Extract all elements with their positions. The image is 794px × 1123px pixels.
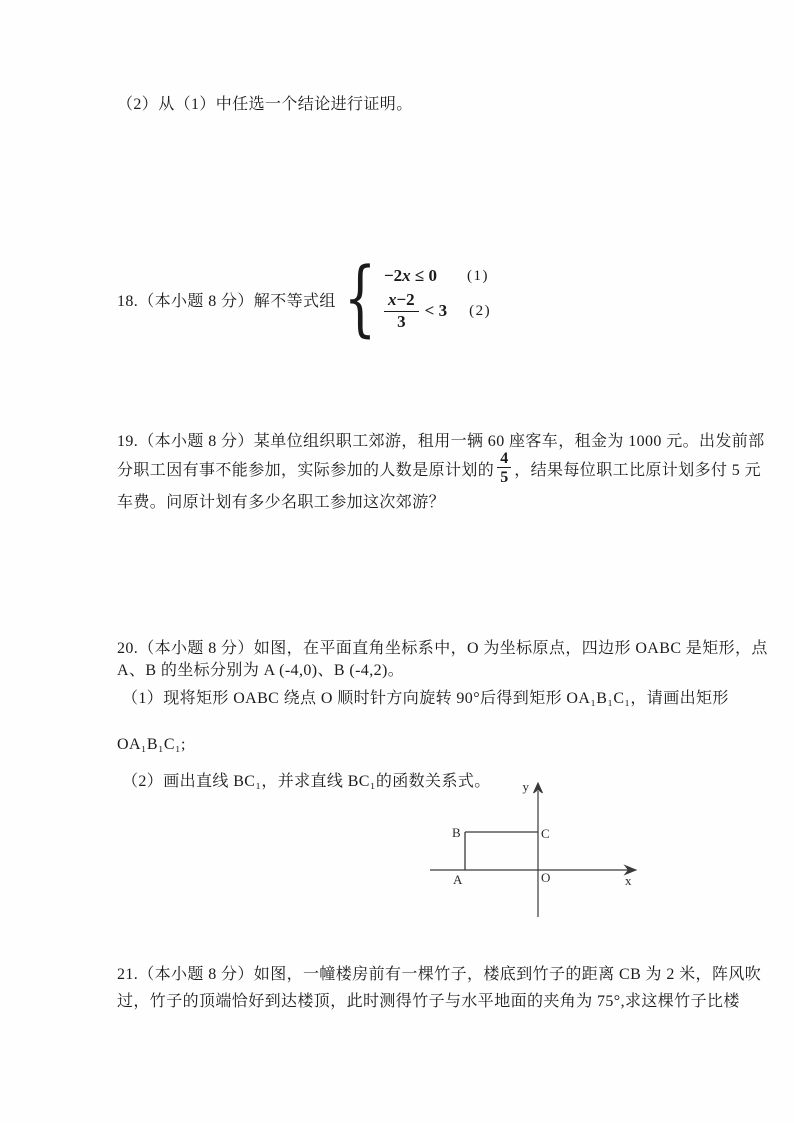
point-b-label: B — [452, 825, 461, 840]
q19-frac-numerator: 4 — [497, 450, 511, 468]
part2-prove-line: （2）从（1）中任选一个结论进行证明。 — [117, 96, 413, 113]
point-c-label: C — [541, 826, 550, 841]
fraction-numerator — [384, 291, 419, 311]
inequality-1-row — [384, 266, 491, 286]
inequality-2-relation: < 3 — [424, 301, 448, 321]
q19-line2-pre: 分职工因有事不能参加，实际参加的人数是原计划的 — [117, 461, 495, 479]
x-axis-label: x — [625, 873, 632, 888]
question-18 — [117, 251, 492, 346]
q20-line1: 20.（本小题 8 分）如图，在平面直角坐标系中，O 为坐标原点，四边形 OABC 是矩形，点 — [117, 640, 768, 657]
inequality-2-fraction — [384, 291, 419, 331]
fraction-denominator: 3 — [397, 311, 406, 331]
q20-item1: （1）现将矩形 OABC 绕点 O 顺时针方向旋转 90°后得到矩形 OA₁B₁C₁，请画出矩形 — [122, 690, 729, 707]
q18-prefix-text: 18.（本小题 8 分）解不等式组 — [117, 292, 336, 310]
q20-line2: A、B 的坐标分别为 A (-4,0)、B (-4,2)。 — [117, 662, 405, 679]
q19-line1: 19.（本小题 8 分）某单位组织职工郊游，租用一辆 60 座客车，租金为 1000 元。出发前部 — [117, 433, 765, 450]
y-axis-label: y — [522, 779, 529, 794]
ineq1-coef: −2 — [383, 266, 403, 286]
origin-label: O — [541, 870, 551, 885]
q19-frac-denominator: 5 — [500, 468, 509, 486]
frac-num-var: x — [387, 290, 397, 310]
equation-label-2: (2) — [469, 302, 492, 319]
q19-line2 — [117, 448, 761, 488]
q21-line1: 21.（本小题 8 分）如图，一幢楼房前有一棵竹子，楼底到竹子的距离 CB 为 2 米，阵风吹 — [117, 966, 762, 983]
q19-fraction-4-5 — [497, 450, 511, 487]
q20-item2: （2）画出直线 BC₁，并求直线 BC₁的函数关系式。 — [122, 773, 491, 790]
q19-line3: 车费。问原计划有多少名职工参加这次郊游？ — [117, 494, 446, 511]
inequality-system — [384, 266, 491, 331]
inequality-2-row — [384, 291, 491, 331]
inequality-1 — [384, 266, 437, 286]
q19-line2-post: ，结果每位职工比原计划多付 5 元 — [514, 461, 762, 479]
q20-item1-continued: OA₁B₁C₁; — [117, 736, 186, 753]
ineq1-var: x — [402, 266, 411, 286]
q21-line2: 过，竹子的顶端恰好到达楼顶，此时测得竹子与水平地面的夹角为 75°,求这棵竹子比楼 — [117, 993, 740, 1010]
equation-label-1: (1) — [467, 267, 490, 284]
system-brace: { — [343, 251, 377, 346]
ineq1-relation: ≤ 0 — [410, 266, 438, 286]
point-a-label: A — [453, 872, 463, 887]
coordinate-plane-figure — [425, 777, 660, 927]
frac-num-tail: −2 — [396, 290, 415, 310]
